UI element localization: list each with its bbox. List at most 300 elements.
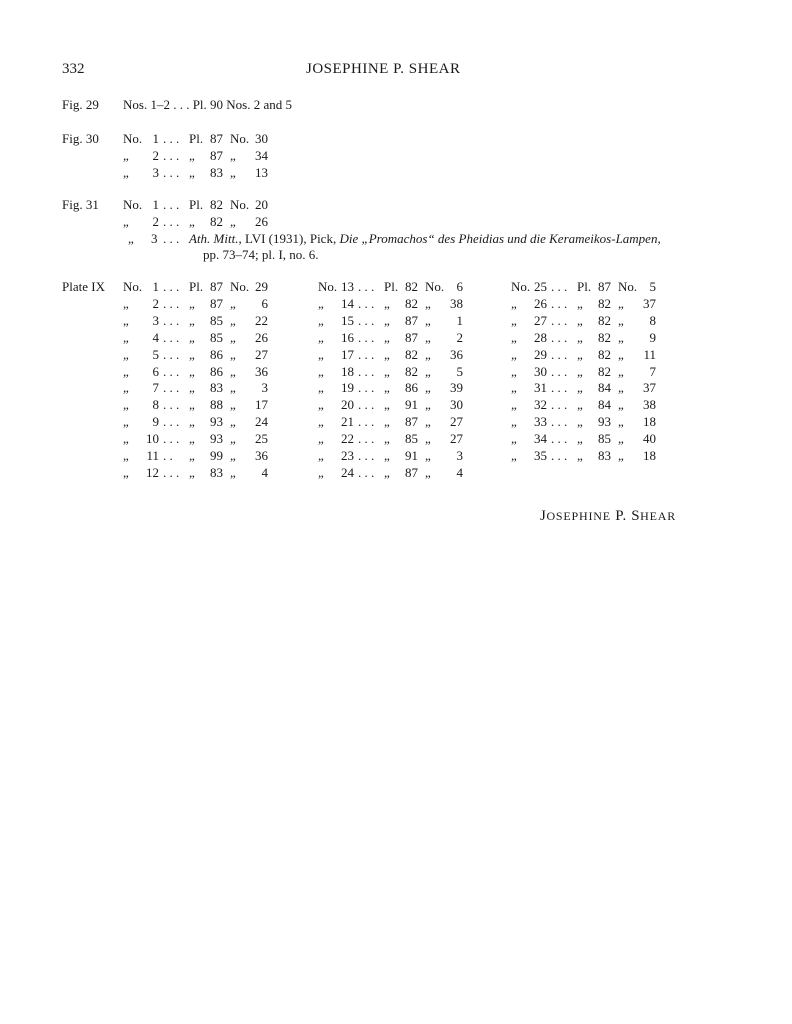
plate-ix-col3-row-10-lead: „ [511, 431, 517, 447]
plate-ix-col3-row-8-pl: „ [577, 397, 583, 413]
plate-ix-col3-row-6-val: 7 [649, 363, 656, 379]
plate-ix-col3-row-3-val: 8 [649, 312, 656, 328]
plate-ix-col2-row-4-lead: „ [318, 329, 324, 345]
plate-ix-col1-row-2-plno: 87 [210, 295, 223, 311]
fig-30-row-1-plno: 87 [210, 131, 223, 146]
plate-ix-col1-row-11-dots: . . [163, 448, 173, 463]
plate-ix-col1-row-1-pl: Pl. [189, 279, 204, 294]
journal-title: Ath. Mitt., [189, 231, 242, 246]
plate-ix-col1-row-11-lead: „ [123, 448, 129, 463]
plate-ix-col3-row-10-dots: . . . [551, 431, 568, 447]
fig-30-row-1-dots: . . . [163, 131, 180, 146]
plate-ix-col3-row-7-val: 37 [643, 380, 656, 396]
plate-ix-col2-row-7-noLabel: „ [425, 380, 431, 396]
plate-ix-col1-row-4-val: 26 [255, 329, 268, 345]
fig-30-row-3-dots: . . . [163, 165, 180, 180]
plate-ix-col3-row-4-no: 28 [534, 329, 547, 345]
plate-ix-col1-row-5-noLabel: „ [230, 346, 236, 362]
plate-ix-col2-row-6-val: 5 [456, 363, 463, 379]
plate-ix-col3-row-11-plno: 83 [598, 448, 611, 463]
fig-31-row-1-no: 1 [152, 197, 159, 212]
plate-ix-col2-row-7-dots: . . . [358, 380, 375, 396]
plate-ix-col3-row-8-val: 38 [643, 397, 656, 413]
plate-ix-col1-row-8-no: 8 [152, 397, 159, 413]
plate-ix-col3-row-1-plno: 87 [598, 279, 611, 294]
fig-31-row-1-val: 20 [255, 197, 268, 212]
plate-ix-col3-row-11-no: 35 [534, 448, 547, 463]
plate-ix-col2-row-6-noLabel: „ [425, 363, 431, 379]
plate-ix-col2-row-8-noLabel: „ [425, 397, 431, 413]
plate-ix-col2-row-2-val: 38 [450, 295, 463, 311]
plate-ix-col2-row-10-dots: . . . [358, 431, 375, 447]
plate-ix-col1-row-2-pl: „ [189, 295, 195, 311]
plate-ix-col2-row-10-noLabel: „ [425, 431, 431, 447]
plate-ix-col1-row-2-val: 6 [261, 295, 268, 311]
fig-31-label: Fig. 31 [62, 197, 99, 212]
plate-ix-col2-row-2-lead: „ [318, 295, 324, 311]
plate-ix-col2-row-12-lead: „ [318, 464, 324, 480]
plate-ix-col3-row-2-dots: . . . [551, 295, 568, 311]
sig-initial-last: S [631, 508, 641, 524]
plate-ix-col3-row-4-val: 9 [649, 329, 656, 345]
author-signature [540, 508, 676, 524]
plate-ix-col3-row-7-plno: 84 [598, 380, 611, 396]
plate-ix-col2-row-3-lead: „ [318, 312, 324, 328]
fig-30-row-2-val: 34 [255, 148, 268, 163]
plate-ix-col1-row-11-noLabel: „ [230, 448, 236, 463]
plate-ix-col1-row-8-dots: . . . [163, 397, 180, 413]
fig-31-row-2-val: 26 [255, 214, 268, 229]
plate-ix-col1-row-10-pl: „ [189, 431, 195, 447]
plate-ix-col3-row-1-no: 25 [534, 279, 547, 294]
plate-ix-col3-row-6-dots: . . . [551, 363, 568, 379]
plate-ix-col2-row-3-no: 15 [341, 312, 354, 328]
plate-ix-col3-row-2-val: 37 [643, 295, 656, 311]
fig-30-row-3-val: 13 [255, 165, 268, 180]
plate-ix-col2-row-2-plno: 82 [405, 295, 418, 311]
plate-ix-col2-row-9-plno: 87 [405, 414, 418, 430]
plate-ix-col3-row-8-lead: „ [511, 397, 517, 413]
plate-ix-col2-row-1-noLabel: No. [425, 279, 445, 294]
plate-ix-col1-row-7-no: 7 [152, 380, 159, 396]
plate-ix-col2-row-7-lead: „ [318, 380, 324, 396]
plate-ix-col3-row-6-plno: 82 [598, 363, 611, 379]
plate-ix-col3-row-10-val: 40 [643, 431, 656, 447]
fig-30-label: Fig. 30 [62, 131, 99, 146]
plate-ix-col2-row-3-pl: „ [384, 312, 390, 328]
fig-31-row-1-pl: Pl. [189, 197, 204, 212]
plate-ix-col1-row-1-dots: . . . [163, 279, 180, 294]
plate-ix-col1-row-11-pl: „ [189, 448, 195, 463]
plate-ix-col2-row-3-plno: 87 [405, 312, 418, 328]
plate-ix-col3-row-4-noLabel: „ [618, 329, 624, 345]
fig-31-row-2-plno: 82 [210, 214, 223, 229]
plate-ix-col3-row-7-dots: . . . [551, 380, 568, 396]
plate-ix-col3-row-5-dots: . . . [551, 346, 568, 362]
fig-30-row-3-noLabel: „ [230, 165, 236, 180]
plate-ix-col2-row-9-no: 21 [341, 414, 354, 430]
plate-ix-col1-row-9-val: 24 [255, 414, 268, 430]
plate-ix-col2-row-2-pl: „ [384, 295, 390, 311]
plate-ix-col1-row-10-noLabel: „ [230, 431, 236, 447]
plate-ix-col1-row-9-plno: 93 [210, 414, 223, 430]
plate-ix-col1-row-3-plno: 85 [210, 312, 223, 328]
plate-ix-col3-row-1-pl: Pl. [577, 279, 592, 294]
fig-31-row-1-dots: . . . [163, 197, 180, 212]
plate-ix-col1-row-7-pl: „ [189, 380, 195, 396]
plate-ix-col1-row-5-no: 5 [152, 346, 159, 362]
plate-ix-col2-row-9-lead: „ [318, 414, 324, 430]
plate-ix-col1-row-7-plno: 83 [210, 380, 223, 396]
plate-ix-col1-row-8-lead: „ [123, 397, 129, 413]
plate-ix-col1-row-5-val: 27 [255, 346, 268, 362]
sig-middle: P. [610, 508, 632, 524]
plate-ix-col3-row-5-pl: „ [577, 346, 583, 362]
plate-ix-col2-row-12-dots: . . . [358, 464, 375, 480]
fig-31-row3-citation [189, 231, 661, 247]
fig-31-row-2-no: 2 [152, 214, 159, 229]
plate-ix-col2-row-10-no: 22 [341, 431, 354, 447]
plate-ix-col3-row-10-pl: „ [577, 431, 583, 447]
plate-ix-col3-row-6-no: 30 [534, 363, 547, 379]
plate-ix-col1-row-12-no: 12 [146, 464, 159, 480]
plate-ix-col1-row-6-dots: . . . [163, 363, 180, 379]
plate-ix-col3-row-8-plno: 84 [598, 397, 611, 413]
plate-ix-col2-row-11-dots: . . . [358, 448, 375, 463]
plate-ix-col1-row-6-lead: „ [123, 363, 129, 379]
plate-ix-col3-row-9-plno: 93 [598, 414, 611, 430]
fig-30-row-1-lead: No. [123, 131, 143, 146]
plate-ix-col2-row-11-noLabel: „ [425, 448, 431, 463]
plate-ix-col2-row-3-noLabel: „ [425, 312, 431, 328]
plate-ix-col3-row-5-lead: „ [511, 346, 517, 362]
plate-ix-col3-row-5-no: 29 [534, 346, 547, 362]
plate-ix-col2-row-1-no: 13 [341, 279, 354, 294]
plate-ix-col1-row-7-val: 3 [261, 380, 268, 396]
plate-ix-col1-row-5-lead: „ [123, 346, 129, 362]
plate-ix-col2-row-12-plno: 87 [405, 464, 418, 480]
plate-ix-col2-row-10-plno: 85 [405, 431, 418, 447]
plate-ix-col1-row-9-dots: . . . [163, 414, 180, 430]
plate-ix-col1-row-8-pl: „ [189, 397, 195, 413]
plate-ix-col1-row-9-lead: „ [123, 414, 129, 430]
plate-ix-col3-row-11-noLabel: „ [618, 448, 624, 463]
plate-ix-col3-row-3-noLabel: „ [618, 312, 624, 328]
plate-ix-col1-row-6-no: 6 [152, 363, 159, 379]
plate-ix-col2-row-12-val: 4 [456, 464, 463, 480]
plate-ix-col3-row-7-lead: „ [511, 380, 517, 396]
plate-ix-col2-row-4-plno: 87 [405, 329, 418, 345]
plate-ix-col1-row-4-lead: „ [123, 329, 129, 345]
plate-ix-col1-row-12-noLabel: „ [230, 464, 236, 480]
plate-ix-col1-row-1-no: 1 [152, 279, 159, 294]
sig-first-rest: OSEPHINE [546, 509, 611, 523]
plate-ix-col3-row-4-dots: . . . [551, 329, 568, 345]
plate-ix-col1-row-7-lead: „ [123, 380, 129, 396]
plate-ix-col1-row-8-val: 17 [255, 397, 268, 413]
plate-ix-col3-row-3-plno: 82 [598, 312, 611, 328]
plate-ix-col1-row-9-noLabel: „ [230, 414, 236, 430]
plate-ix-col3-row-11-dots: . . . [551, 448, 568, 463]
plate-ix-col3-row-7-pl: „ [577, 380, 583, 396]
fig-30-row-3-lead: „ [123, 165, 129, 180]
fig-31-row-2-pl: „ [189, 214, 195, 229]
plate-ix-col1-row-2-noLabel: „ [230, 295, 236, 311]
plate-ix-col2-row-5-val: 36 [450, 346, 463, 362]
plate-ix-col1-row-5-dots: . . . [163, 346, 180, 362]
fig-30-row-3-plno: 83 [210, 165, 223, 180]
fig-30-row-2-lead: „ [123, 148, 129, 163]
fig-30-row-1-no: 1 [152, 131, 159, 146]
plate-ix-col2-row-8-dots: . . . [358, 397, 375, 413]
plate-ix-col3-row-5-noLabel: „ [618, 346, 624, 362]
plate-ix-col2-row-6-lead: „ [318, 363, 324, 379]
plate-ix-col2-row-5-noLabel: „ [425, 346, 431, 362]
plate-ix-col1-row-12-lead: „ [123, 464, 129, 480]
plate-ix-col2-row-2-noLabel: „ [425, 295, 431, 311]
plate-ix-col2-row-4-noLabel: „ [425, 329, 431, 345]
plate-ix-col3-row-5-val: 11 [643, 346, 656, 362]
plate-ix-col2-row-1-val: 6 [456, 279, 463, 294]
plate-ix-col2-row-1-pl: Pl. [384, 279, 399, 294]
citation-ref: LVI (1931), Pick, [241, 231, 340, 246]
plate-ix-col2-row-7-plno: 86 [405, 380, 418, 396]
plate-ix-col1-row-4-noLabel: „ [230, 329, 236, 345]
plate-ix-col3-row-9-noLabel: „ [618, 414, 624, 430]
sig-last-rest: HEAR [640, 509, 677, 523]
page-number: 332 [62, 61, 85, 77]
plate-ix-col3-row-11-val: 18 [643, 448, 656, 463]
plate-ix-col2-row-2-no: 14 [341, 295, 354, 311]
plate-ix-col2-row-3-dots: . . . [358, 312, 375, 328]
plate-ix-col2-row-12-pl: „ [384, 464, 390, 480]
plate-ix-col3-row-2-pl: „ [577, 295, 583, 311]
plate-ix-col2-row-8-pl: „ [384, 397, 390, 413]
plate-ix-col1-row-9-pl: „ [189, 414, 195, 430]
plate-ix-col2-row-4-pl: „ [384, 329, 390, 345]
plate-ix-col2-row-3-val: 1 [456, 312, 463, 328]
plate-ix-col3-row-10-no: 34 [534, 431, 547, 447]
plate-ix-col2-row-8-lead: „ [318, 397, 324, 413]
plate-ix-col2-row-2-dots: . . . [358, 295, 375, 311]
fig-31-row-2-noLabel: „ [230, 214, 236, 229]
plate-ix-col2-row-6-plno: 82 [405, 363, 418, 379]
plate-ix-col3-row-2-no: 26 [534, 295, 547, 311]
fig-30-row-2-no: 2 [152, 148, 159, 163]
plate-ix-col1-row-3-pl: „ [189, 312, 195, 328]
plate-ix-col1-row-3-lead: „ [123, 312, 129, 328]
fig-31-row3-citation-cont: pp. 73–74; pl. I, no. 6. [203, 247, 319, 262]
fig-30-row-3-no: 3 [152, 165, 159, 180]
fig-30-row-2-noLabel: „ [230, 148, 236, 163]
plate-ix-col3-row-8-no: 32 [534, 397, 547, 413]
plate-ix-col3-row-2-lead: „ [511, 295, 517, 311]
plate-ix-col3-row-8-dots: . . . [551, 397, 568, 413]
plate-ix-col3-row-3-dots: . . . [551, 312, 568, 328]
running-title: JOSEPHINE P. SHEAR [306, 61, 461, 77]
plate-ix-col2-row-1-lead: No. [318, 279, 338, 294]
fig-31-row3-dots: . . . [163, 231, 180, 246]
plate-ix-col3-row-1-val: 5 [649, 279, 656, 294]
plate-ix-col3-row-4-pl: „ [577, 329, 583, 345]
plate-ix-col3-row-3-no: 27 [534, 312, 547, 328]
plate-ix-col1-row-4-plno: 85 [210, 329, 223, 345]
plate-ix-col1-row-10-plno: 93 [210, 431, 223, 447]
fig-31-row-1-lead: No. [123, 197, 143, 212]
plate-ix-col3-row-7-noLabel: „ [618, 380, 624, 396]
plate-ix-col2-row-8-no: 20 [341, 397, 354, 413]
fig-30-row-2-plno: 87 [210, 148, 223, 163]
plate-ix-col3-row-2-plno: 82 [598, 295, 611, 311]
plate-ix-col2-row-7-pl: „ [384, 380, 390, 396]
plate-ix-col3-row-9-pl: „ [577, 414, 583, 430]
plate-ix-col1-row-7-noLabel: „ [230, 380, 236, 396]
plate-ix-col3-row-6-pl: „ [577, 363, 583, 379]
plate-ix-col3-row-9-val: 18 [643, 414, 656, 430]
plate-ix-col1-row-9-no: 9 [152, 414, 159, 430]
fig-31-row3-lead: „ [128, 231, 134, 246]
plate-ix-col3-row-1-lead: No. [511, 279, 531, 294]
plate-ix-col2-row-10-val: 27 [450, 431, 463, 447]
plate-ix-col1-row-10-no: 10 [146, 431, 159, 447]
plate-ix-col2-row-5-no: 17 [341, 346, 354, 362]
fig-31-row-1-plno: 82 [210, 197, 223, 212]
plate-ix-col1-row-12-val: 4 [261, 464, 268, 480]
plate-ix-col1-row-1-plno: 87 [210, 279, 223, 294]
plate-ix-col2-row-6-pl: „ [384, 363, 390, 379]
plate-ix-col3-row-8-noLabel: „ [618, 397, 624, 413]
plate-ix-col1-row-1-val: 29 [255, 279, 268, 294]
plate-ix-col1-row-8-noLabel: „ [230, 397, 236, 413]
plate-ix-col1-row-2-no: 2 [152, 295, 159, 311]
plate-ix-col2-row-11-pl: „ [384, 448, 390, 463]
plate-ix-col1-row-5-plno: 86 [210, 346, 223, 362]
plate-ix-col3-row-11-pl: „ [577, 448, 583, 463]
plate-ix-col1-row-1-lead: No. [123, 279, 143, 294]
plate-ix-col3-row-3-lead: „ [511, 312, 517, 328]
plate-ix-col2-row-11-no: 23 [341, 448, 354, 463]
plate-ix-col1-row-11-plno: 99 [210, 448, 223, 463]
plate-ix-label: Plate IX [62, 279, 105, 294]
plate-ix-col1-row-10-dots: . . . [163, 431, 180, 447]
plate-ix-col3-row-9-dots: . . . [551, 414, 568, 430]
plate-ix-col1-row-7-dots: . . . [163, 380, 180, 396]
plate-ix-col2-row-9-val: 27 [450, 414, 463, 430]
plate-ix-col1-row-12-plno: 83 [210, 464, 223, 480]
plate-ix-col1-row-5-pl: „ [189, 346, 195, 362]
plate-ix-col1-row-12-pl: „ [189, 464, 195, 480]
plate-ix-col1-row-6-pl: „ [189, 363, 195, 379]
fig-29-text: Nos. 1–2 . . . Pl. 90 Nos. 2 and 5 [123, 97, 293, 112]
plate-ix-col2-row-8-val: 30 [450, 397, 463, 413]
sig-initial-first: J [540, 508, 547, 524]
plate-ix-col3-row-5-plno: 82 [598, 346, 611, 362]
plate-ix-col1-row-4-dots: . . . [163, 329, 180, 345]
plate-ix-col1-row-3-dots: . . . [163, 312, 180, 328]
plate-ix-col3-row-4-lead: „ [511, 329, 517, 345]
plate-ix-col3-row-11-lead: „ [511, 448, 517, 463]
plate-ix-col2-row-10-pl: „ [384, 431, 390, 447]
plate-ix-col3-row-2-noLabel: „ [618, 295, 624, 311]
plate-ix-col2-row-9-pl: „ [384, 414, 390, 430]
plate-ix-col1-row-2-lead: „ [123, 295, 129, 311]
plate-ix-col1-row-12-dots: . . . [163, 464, 180, 480]
plate-ix-col2-row-11-val: 3 [456, 448, 463, 463]
plate-ix-col2-row-7-val: 39 [450, 380, 463, 396]
fig-30-row-1-noLabel: No. [230, 131, 250, 146]
plate-ix-col3-row-1-dots: . . . [551, 279, 568, 294]
plate-ix-col2-row-11-plno: 91 [405, 448, 418, 463]
plate-ix-col3-row-4-plno: 82 [598, 329, 611, 345]
plate-ix-col1-row-6-noLabel: „ [230, 363, 236, 379]
plate-ix-col2-row-11-lead: „ [318, 448, 324, 463]
plate-ix-col3-row-3-pl: „ [577, 312, 583, 328]
plate-ix-col2-row-12-noLabel: „ [425, 464, 431, 480]
plate-ix-col2-row-5-lead: „ [318, 346, 324, 362]
plate-ix-col2-row-9-noLabel: „ [425, 414, 431, 430]
plate-ix-col2-row-10-lead: „ [318, 431, 324, 447]
plate-ix-col1-row-8-plno: 88 [210, 397, 223, 413]
plate-ix-col1-row-6-plno: 86 [210, 363, 223, 379]
plate-ix-col2-row-12-no: 24 [341, 464, 354, 480]
plate-ix-col3-row-7-no: 31 [534, 380, 547, 396]
plate-ix-col1-row-1-noLabel: No. [230, 279, 250, 294]
plate-ix-col1-row-6-val: 36 [255, 363, 268, 379]
plate-ix-col2-row-4-val: 2 [456, 329, 463, 345]
plate-ix-col2-row-1-plno: 82 [405, 279, 418, 294]
plate-ix-col2-row-4-dots: . . . [358, 329, 375, 345]
plate-ix-col3-row-1-noLabel: No. [618, 279, 638, 294]
plate-ix-col2-row-8-plno: 91 [405, 397, 418, 413]
plate-ix-col3-row-10-plno: 85 [598, 431, 611, 447]
plate-ix-col1-row-10-val: 25 [255, 431, 268, 447]
plate-ix-col1-row-4-pl: „ [189, 329, 195, 345]
plate-ix-col2-row-9-dots: . . . [358, 414, 375, 430]
plate-ix-col2-row-7-no: 19 [341, 380, 354, 396]
plate-ix-col2-row-5-plno: 82 [405, 346, 418, 362]
article-title: Die „Promachos“ des Pheidias und die Kerameikos-Lampen, [339, 231, 661, 246]
plate-ix-col3-row-6-lead: „ [511, 363, 517, 379]
plate-ix-col1-row-4-no: 4 [152, 329, 159, 345]
plate-ix-col2-row-6-dots: . . . [358, 363, 375, 379]
fig-31-row-2-lead: „ [123, 214, 129, 229]
fig-30-row-1-pl: Pl. [189, 131, 204, 146]
plate-ix-col1-row-11-no: 11 [146, 448, 159, 463]
plate-ix-col1-row-2-dots: . . . [163, 295, 180, 311]
plate-ix-col2-row-5-dots: . . . [358, 346, 375, 362]
plate-ix-col1-row-11-val: 36 [255, 448, 268, 463]
plate-ix-col1-row-3-no: 3 [152, 312, 159, 328]
plate-ix-col2-row-4-no: 16 [341, 329, 354, 345]
plate-ix-col2-row-6-no: 18 [341, 363, 354, 379]
fig-31-row-1-noLabel: No. [230, 197, 250, 212]
fig-30-row-2-pl: „ [189, 148, 195, 163]
plate-ix-col1-row-3-noLabel: „ [230, 312, 236, 328]
plate-ix-col3-row-10-noLabel: „ [618, 431, 624, 447]
plate-ix-col2-row-5-pl: „ [384, 346, 390, 362]
plate-ix-col1-row-3-val: 22 [255, 312, 268, 328]
fig-30-row-1-val: 30 [255, 131, 268, 146]
fig-30-row-3-pl: „ [189, 165, 195, 180]
plate-ix-col2-row-1-dots: . . . [358, 279, 375, 294]
fig-29-label: Fig. 29 [62, 97, 99, 112]
plate-ix-col3-row-9-lead: „ [511, 414, 517, 430]
plate-ix-col3-row-6-noLabel: „ [618, 363, 624, 379]
fig-30-row-2-dots: . . . [163, 148, 180, 163]
plate-ix-col1-row-10-lead: „ [123, 431, 129, 447]
fig-31-row-2-dots: . . . [163, 214, 180, 229]
fig-31-row3-no: 3 [151, 231, 158, 246]
